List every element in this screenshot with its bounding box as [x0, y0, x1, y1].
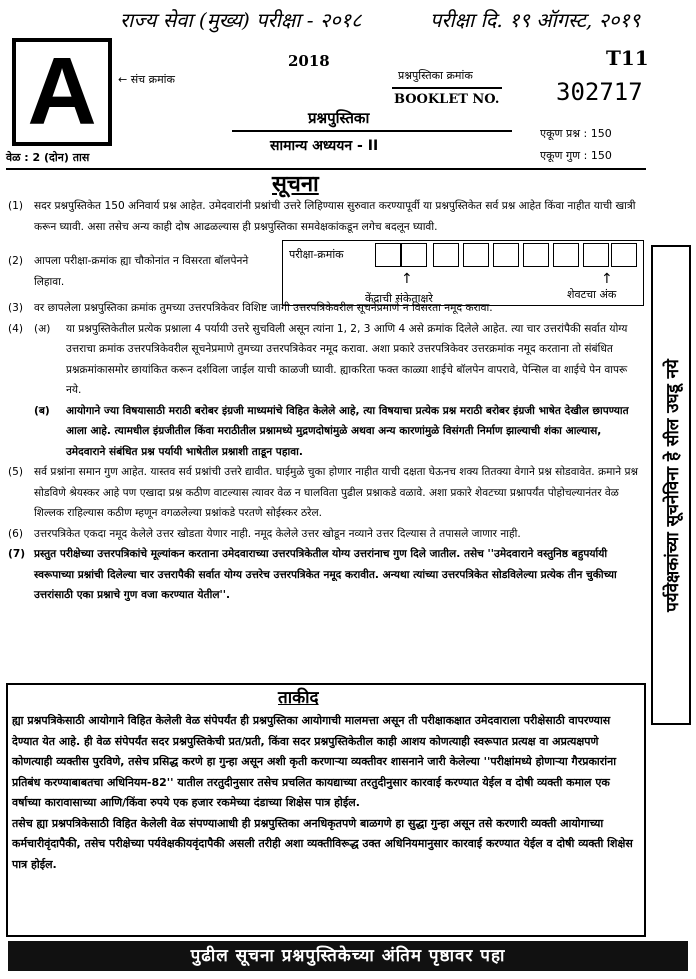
booklet-number-label: BOOKLET NO. — [394, 92, 500, 107]
roll-digit-cell[interactable] — [523, 243, 549, 267]
exam-year: 2018 — [288, 52, 330, 70]
roll-digit-cell[interactable] — [375, 243, 401, 267]
instruction-text: आयोगाने ज्या विषयासाठी मराठी बरोबर इंग्रजी माध्यमांचे विहित केलेले आहे, त्या विषयाचा प्रत्येक प्रश्न मराठी बरोबर इंग्रजी भाषेत देखील छापण्यात आला आहे. त्यामधील इंग्रजीतील किंवा मराठीतील प्रश्नामध्ये मुद्रणदोषांमुळे अथवा अन्य कारणांमुळे विसंगती निर्माण झाल्याची शंका आल्यास, उमेदवाराने संबंधित प्रश्न पर्यायी भाषेतील प्रश्नाशी ताडून पहावा. — [66, 404, 629, 458]
series-letter: A — [12, 38, 112, 146]
instruction-1 — [8, 196, 648, 237]
duration: वेळ : 2 (दोन) तास — [6, 151, 90, 164]
title-rule — [232, 130, 512, 132]
roll-digit-cell[interactable] — [611, 243, 637, 267]
instruction-number: (2) — [8, 255, 24, 267]
last-digit-label: शेवटचा अंक — [567, 288, 617, 301]
instruction-5 — [8, 462, 648, 524]
footer-banner: पुढील सूचना प्रश्नपुस्तिकेच्या अंतिम पृष्ठावर पहा — [8, 941, 688, 971]
booklet-label-rule — [392, 87, 502, 89]
instruction-text: सदर प्रश्नपुस्तिकेत 150 अनिवार्य प्रश्न आहेत. उमेदवारांनी प्रश्नांची उत्तरे लिहिण्यास सुरुवात करण्यापूर्वी या प्रश्नपुस्तिकेत सर्व प्रश्न आहेत किंवा नाहीत याची खात्री करून घ्यावी. असा तसेच अन्य काही दोष आढळल्यास ही प्रश्नपुस्तिका समवेक्षकांकडून लगेच बदलून घ्यावी. — [34, 200, 636, 233]
instruction-4a — [8, 319, 648, 401]
roll-digit-cell[interactable] — [583, 243, 609, 267]
instructions-heading: सूचना — [272, 172, 319, 197]
instruction-text: या प्रश्नपुस्तिकेतील प्रत्येक प्रश्नाला 4 पर्यायी उत्तरे सुचविली असून त्यांना 1, 2, 3 आणि 4 असे क्रमांक दिलेले आहेत. त्या चार उत्तरांपैकी सर्वात योग्य उत्तराचा क्रमांक उत्तरपत्रिकेवरील सूचनेप्रमाणे तुमच्या उत्तरपत्रिकेवर नमूद करावा. अशा प्रकारे उत्तरपत्रिकेवर उत्तरक्रमांक नमूद करताना तो संबंधित प्रश्नक्रमांकासमोर छायांकित करून दर्शविला जाईल याची काळजी घ्यावी. ह्याकरिता फक्त काळ्या शाईचे बॉलपेन वापरावे, पेन्सिल वा शाईचे पेन वापरू नये. — [66, 322, 628, 396]
instruction-number: (6) — [8, 527, 24, 540]
booklet-number-marathi-label: प्रश्नपुस्तिका क्रमांक — [398, 69, 473, 82]
roll-number-box — [282, 240, 644, 306]
instruction-text: प्रस्तुत परीक्षेच्या उत्तरपत्रिकांचे मूल्यांकन करताना उमेदवाराच्या उत्तरपत्रिकेतील योग्य उत्तरांनाच गुण दिले जातील. तसेच ''उमेदवाराने वस्तुनिष्ठ बहुपर्यायी स्वरूपाच्या प्रश्नांची दिलेल्या चार उत्तरापैकी सर्वात योग्य उत्तरेच उत्तरपत्रिकेत नमूद करावीत. अन्यथा त्यांच्या उत्तरपत्रिकेत सोडविलेल्या प्रत्येक तीन चुकीच्या उत्तरांसाठी एका प्रश्नाचे गुण वजा करण्यात येतील''. — [34, 548, 617, 601]
roll-number-label: परीक्षा-क्रमांक — [289, 248, 344, 261]
seal-sidebar — [651, 245, 691, 725]
arrow-up-icon: ↑ — [401, 271, 413, 287]
instruction-7 — [8, 544, 648, 606]
instruction-number: (5) — [8, 466, 24, 478]
handwritten-exam-date: परीक्षा दि. १९ ऑगस्ट, २०१९ — [430, 8, 641, 32]
roll-digit-cell[interactable] — [401, 243, 427, 267]
instruction-number: (4) — [8, 322, 24, 335]
instruction-text: सर्व प्रश्नांना समान गुण आहेत. यास्तव सर्व प्रश्नांची उत्तरे द्यावीत. घाईमुळे चुका होणार नाहीत याची दक्षता घेऊनच शक्य तितक्या वेगाने प्रश्न सोडवावेत. क्रमाने प्रश्न सोडविणे श्रेयस्कर आहे पण एखादा प्रश्न कठीण वाटल्यास त्यावर वेळ न घालविता पुढील प्रश्नाकडे वळावे. अशा प्रकारे शेवटच्या प्रश्नापर्यंत पोहोचल्यानंतर वेळ शिल्लक राहिल्यास कठीण म्हणून वगळलेल्या प्रश्नांकडे परतणे सोईस्कर ठरेल. — [34, 466, 639, 519]
instruction-number: (1) — [8, 200, 24, 212]
instruction-sub-label: (ब) — [34, 404, 50, 417]
handwritten-exam-name: राज्य सेवा (मुख्य) परीक्षा - २०१८ — [120, 8, 362, 32]
instruction-text: वर छापलेला प्रश्नपुस्तिका क्रमांक तुमच्या उत्तरपत्रिकेवर विशिष्ट जागी उत्तरपत्रिकेवरील सूचनेप्रमाणे न विसरता नमूद करावा. — [34, 302, 493, 314]
subject-title: सामान्य अध्ययन - II — [270, 138, 379, 154]
warning-heading: ताकीद — [278, 688, 319, 708]
instruction-number: (3) — [8, 302, 24, 314]
instruction-2 — [8, 251, 274, 292]
roll-digit-cell[interactable] — [493, 243, 519, 267]
instruction-text: आपला परीक्षा-क्रमांक ह्या चौकोनांत न विसरता बॉलपेनने लिहावा. — [34, 255, 249, 288]
warning-paragraph-1: ह्या प्रश्नपत्रिकेसाठी आयोगाने विहित केलेली वेळ संपेपर्यंत ही प्रश्नपुस्तिका आयोगाची मालमत्ता असून ती परीक्षाकक्षात उमेदवाराला परीक्षेसाठी वापरण्यास देण्यात येत आहे. ही वेळ संपेपर्यंत सदर प्रश्नपुस्तिकेची प्रत/प्रती, किंवा सदर प्रश्नपुस्तिकेतील काही आशय कोणत्याही स्वरूपात प्रत्यक्ष वा अप्रत्यक्षपणे कोणत्याही व्यक्तीस पुरविणे, तसेच प्रसिद्ध करणे हा गुन्हा असून अशी कृती करणाऱ्या व्यक्तीवर शासनाने जारी केलेल्या ''परीक्षांमध्ये होणाऱ्या गैरप्रकारांना प्रतिबंध करण्याबाबतचा अधिनियम-82'' यातील तरतुदीनुसार तसेच प्रचलित कायद्याच्या तरतुदीनुसार कारवाई करण्यात येईल व दोषी व्यक्ती कमाल एक वर्षाच्या कारावासाच्या आणि/किंवा रुपये एक हजार रकमेच्या दंडाच्या शिक्षेस पात्र होईल. — [12, 714, 617, 809]
total-questions: एकूण प्रश्न : 150 — [540, 127, 612, 140]
booklet-code: T11 — [606, 46, 649, 70]
instruction-text: उत्तरपत्रिकेत एकदा नमूद केलेले उत्तर खोडता येणार नाही. नमूद केलेले उत्तर खोडून नव्याने उत्तर दिल्यास ते तपासले जाणार नाही. — [34, 527, 521, 540]
arrow-up-icon: ↑ — [601, 271, 613, 287]
roll-digit-cell[interactable] — [433, 243, 459, 267]
centre-code-label: केंद्राची संकेताक्षरे — [365, 292, 433, 305]
seal-text: पर्यवेक्षकांच्या सूचनेविना हे सील उघडू नये — [662, 358, 683, 612]
instruction-6 — [8, 524, 648, 545]
roll-digit-cell[interactable] — [463, 243, 489, 267]
warning-box — [6, 683, 646, 937]
booklet-number: 302717 — [556, 78, 643, 106]
warning-paragraph-2: तसेच ह्या प्रश्नपत्रिकेसाठी विहित केलेली वेळ संपण्याआधी ही प्रश्नपुस्तिका अनधिकृतपणे बाळगणे हा सुद्धा गुन्हा असून तसे करणारी व्यक्ती आयोगाच्या कर्मचारीवृंदापैकी, तसेच परीक्षेच्या पर्यवेक्षकीयवृंदापैकी असली तरीही अशा व्यक्तीविरूद्ध उक्त अधिनियमानुसार कारवाई करण्यात येईल व दोषी व्यक्ती शिक्षेस पात्र होईल. — [12, 816, 633, 871]
booklet-title: प्रश्नपुस्तिका — [308, 109, 370, 127]
header-rule — [6, 168, 646, 170]
total-marks: एकूण गुण : 150 — [540, 149, 612, 162]
instruction-sub-label: (अ) — [34, 322, 51, 335]
warning-text — [12, 711, 640, 875]
series-label: ← संच क्रमांक — [118, 73, 175, 86]
instruction-4b — [8, 401, 648, 463]
roll-digit-cell[interactable] — [553, 243, 579, 267]
instruction-number: (7) — [8, 548, 26, 560]
